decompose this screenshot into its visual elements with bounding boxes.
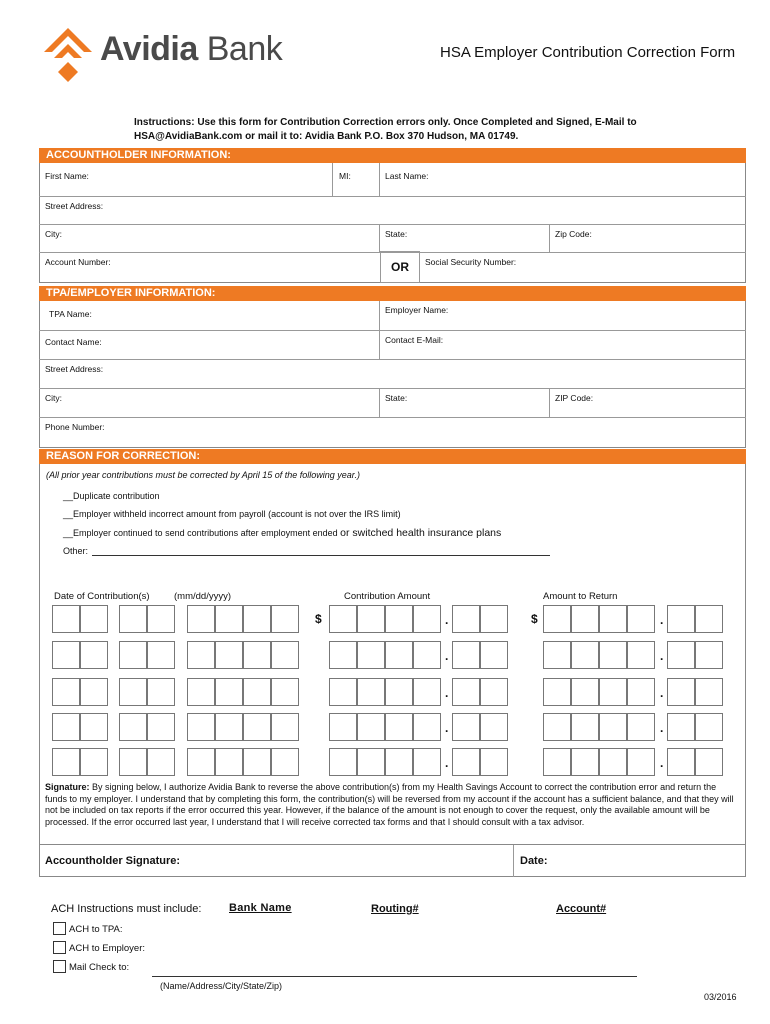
contribution-amount-digit-box[interactable] <box>385 678 413 706</box>
return-decimal-point: . <box>660 613 664 627</box>
tpa-zip-code-field[interactable]: ZIP Code: <box>555 393 594 403</box>
amount-to-return-header: Amount to Return <box>543 591 618 602</box>
contribution-amount-digit-box[interactable] <box>413 641 441 669</box>
tpa-name-field[interactable]: TPA Name: <box>49 309 92 319</box>
avidia-logo-icon <box>40 26 96 82</box>
brand-bold: Avidia <box>100 30 198 68</box>
contribution-decimal-point: . <box>445 721 449 735</box>
accountholder-signature-field[interactable]: Accountholder Signature: <box>45 855 181 867</box>
date-digit-box[interactable] <box>187 641 215 669</box>
return-amount-digit-box[interactable] <box>667 748 695 776</box>
contribution-amount-digit-box[interactable] <box>357 748 385 776</box>
date-digit-box[interactable] <box>243 748 271 776</box>
date-digit-box[interactable] <box>119 641 147 669</box>
contribution-amount-digit-box[interactable] <box>357 605 385 633</box>
date-digit-box[interactable] <box>271 748 299 776</box>
first-name-field[interactable]: First Name: <box>45 171 89 181</box>
date-digit-box[interactable] <box>52 605 80 633</box>
contribution-dollar-sign: $ <box>315 612 322 626</box>
mail-check-address-line[interactable] <box>152 976 637 977</box>
contribution-amount-digit-box[interactable] <box>385 748 413 776</box>
date-digit-box[interactable] <box>271 713 299 741</box>
return-dollar-sign: $ <box>531 612 538 626</box>
return-amount-digit-box[interactable] <box>599 748 627 776</box>
date-digit-box[interactable] <box>271 641 299 669</box>
tpa-city-field[interactable]: City: <box>45 393 62 403</box>
date-digit-box[interactable] <box>119 748 147 776</box>
contribution-amount-digit-box[interactable] <box>385 605 413 633</box>
account-number-field[interactable]: Account Number: <box>45 257 111 267</box>
return-decimal-point: . <box>660 721 664 735</box>
contribution-amount-header: Contribution Amount <box>344 591 431 602</box>
date-digit-box[interactable] <box>187 678 215 706</box>
signature-row <box>39 844 746 877</box>
form-title: HSA Employer Contribution Correction Form <box>440 44 736 61</box>
date-digit-box[interactable] <box>52 748 80 776</box>
contribution-amount-digit-box[interactable] <box>329 713 357 741</box>
date-digit-box[interactable] <box>147 641 175 669</box>
instructions <box>134 116 654 144</box>
form-version: 03/2016 <box>704 992 737 1002</box>
return-amount-digit-box[interactable] <box>571 748 599 776</box>
reason-option-3b: or switched health insurance plans <box>340 527 502 539</box>
return-amount-digit-box[interactable] <box>571 713 599 741</box>
date-digit-box[interactable] <box>80 605 108 633</box>
contribution-amount-digit-box[interactable] <box>413 678 441 706</box>
tpa-heading: TPA/EMPLOYER INFORMATION: <box>39 286 746 301</box>
mail-check-checkbox[interactable] <box>53 960 66 973</box>
contribution-decimal-point: . <box>445 756 449 770</box>
return-amount-digit-box[interactable] <box>599 605 627 633</box>
return-amount-digit-box[interactable] <box>599 641 627 669</box>
contribution-amount-digit-box[interactable] <box>357 713 385 741</box>
date-digit-box[interactable] <box>52 713 80 741</box>
return-amount-digit-box[interactable] <box>571 605 599 633</box>
return-amount-digit-box[interactable] <box>627 678 655 706</box>
date-digit-box[interactable] <box>119 678 147 706</box>
date-digit-box[interactable] <box>271 678 299 706</box>
contribution-amount-digit-box[interactable] <box>452 678 480 706</box>
reason-other-label: Other: <box>63 546 89 556</box>
contribution-amount-digit-box[interactable] <box>413 748 441 776</box>
return-amount-digit-box[interactable] <box>667 605 695 633</box>
date-digit-box[interactable] <box>80 713 108 741</box>
return-amount-digit-box[interactable] <box>695 641 723 669</box>
return-amount-digit-box[interactable] <box>695 678 723 706</box>
date-digit-box[interactable] <box>187 748 215 776</box>
tpa-street-address-field[interactable]: Street Address: <box>45 364 104 374</box>
return-amount-digit-box[interactable] <box>543 713 571 741</box>
contribution-amount-digit-box[interactable] <box>480 641 508 669</box>
contribution-amount-digit-box[interactable] <box>357 641 385 669</box>
date-digit-box[interactable] <box>147 748 175 776</box>
tpa-state-field[interactable]: State: <box>385 393 408 403</box>
date-digit-box[interactable] <box>147 678 175 706</box>
reason-option-3a: __Employer continued to send contributions after employment ended <box>63 528 341 538</box>
contribution-amount-digit-box[interactable] <box>329 641 357 669</box>
date-digit-box[interactable] <box>187 605 215 633</box>
return-amount-digit-box[interactable] <box>543 605 571 633</box>
phone-number-field[interactable]: Phone Number: <box>45 422 105 432</box>
signature-statement <box>45 782 735 828</box>
signature-body: By signing below, I authorize Avidia Bank to reverse the above contribution(s) from my Health Savings Account to correct the contribution error and return the funds to my employer. I understand that by completing this form, the contribution(s) will be reversed from my account if the account has a sufficient balance, and that they will not be included on tax reports if the error occurred this year. However, if the balance of the amount is not enough to cover the request, only the available amount will be processed. If the error occurred last year, I understand that I will receive corrected tax forms and that I should consult with a tax advisor. <box>45 782 734 827</box>
return-amount-digit-box[interactable] <box>543 641 571 669</box>
address-caption: (Name/Address/City/State/Zip) <box>160 981 283 991</box>
contribution-decimal-point: . <box>445 649 449 663</box>
employer-name-field[interactable]: Employer Name: <box>385 305 449 315</box>
contribution-amount-digit-box[interactable] <box>480 678 508 706</box>
accountholder-street-row <box>39 197 746 225</box>
signature-date-field[interactable]: Date: <box>520 855 548 867</box>
date-digit-box[interactable] <box>215 641 243 669</box>
contribution-amount-digit-box[interactable] <box>329 678 357 706</box>
state-field[interactable]: State: <box>385 229 408 239</box>
contribution-decimal-point: . <box>445 613 449 627</box>
contribution-amount-digit-box[interactable] <box>452 605 480 633</box>
tpa-city-row <box>39 389 746 418</box>
ach-bank-name: Bank Name <box>229 902 292 914</box>
contribution-amount-digit-box[interactable] <box>385 641 413 669</box>
contribution-decimal-point: . <box>445 686 449 700</box>
ach-to-tpa-checkbox[interactable] <box>53 922 66 935</box>
contact-email-field[interactable]: Contact E-Mail: <box>385 335 444 345</box>
or-separator: OR <box>380 251 420 283</box>
accountholder-city-row <box>39 225 746 253</box>
return-amount-digit-box[interactable] <box>667 713 695 741</box>
contribution-amount-digit-box[interactable] <box>480 605 508 633</box>
date-digit-box[interactable] <box>243 605 271 633</box>
instructions-line-1: Instructions: Use this form for Contribution Correction errors only. Once Completed and Signed, E-Mail to <box>134 117 637 128</box>
date-digit-box[interactable] <box>215 678 243 706</box>
accountholder-heading: ACCOUNTHOLDER INFORMATION: <box>39 148 746 163</box>
return-amount-digit-box[interactable] <box>695 605 723 633</box>
contribution-amount-digit-box[interactable] <box>452 748 480 776</box>
date-digit-box[interactable] <box>80 641 108 669</box>
date-digit-box[interactable] <box>215 605 243 633</box>
tpa-phone-row <box>39 418 746 448</box>
contribution-amount-digit-box[interactable] <box>480 713 508 741</box>
date-digit-box[interactable] <box>119 605 147 633</box>
mi-field[interactable]: MI: <box>339 171 351 181</box>
contribution-amount-digit-box[interactable] <box>452 641 480 669</box>
street-address-field[interactable]: Street Address: <box>45 201 104 211</box>
city-field[interactable]: City: <box>45 229 62 239</box>
reason-other-line[interactable] <box>92 555 550 556</box>
return-amount-digit-box[interactable] <box>571 678 599 706</box>
return-amount-digit-box[interactable] <box>599 713 627 741</box>
reason-heading: REASON FOR CORRECTION: <box>39 449 746 464</box>
contribution-amount-digit-box[interactable] <box>480 748 508 776</box>
return-amount-digit-box[interactable] <box>695 713 723 741</box>
contribution-amount-digit-box[interactable] <box>413 605 441 633</box>
reason-note: (All prior year contributions must be corrected by April 15 of the following year.) <box>46 470 360 480</box>
date-digit-box[interactable] <box>80 678 108 706</box>
return-amount-digit-box[interactable] <box>599 678 627 706</box>
date-digit-box[interactable] <box>243 641 271 669</box>
return-amount-digit-box[interactable] <box>667 641 695 669</box>
contribution-amount-digit-box[interactable] <box>385 713 413 741</box>
contact-name-field[interactable]: Contact Name: <box>45 337 102 347</box>
ach-to-employer-checkbox[interactable] <box>53 941 66 954</box>
return-amount-digit-box[interactable] <box>627 605 655 633</box>
reason-option-employment-ended[interactable] <box>63 527 501 539</box>
date-digit-box[interactable] <box>243 678 271 706</box>
date-digit-box[interactable] <box>215 713 243 741</box>
return-decimal-point: . <box>660 686 664 700</box>
return-amount-digit-box[interactable] <box>571 641 599 669</box>
contribution-amount-digit-box[interactable] <box>329 748 357 776</box>
contribution-amount-digit-box[interactable] <box>357 678 385 706</box>
date-digit-box[interactable] <box>271 605 299 633</box>
contribution-amount-digit-box[interactable] <box>413 713 441 741</box>
return-decimal-point: . <box>660 756 664 770</box>
reason-option-incorrect-amount[interactable]: __Employer withheld incorrect amount from payroll (account is not over the IRS limit) <box>63 509 401 519</box>
tpa-contact-row <box>39 331 746 360</box>
last-name-field[interactable]: Last Name: <box>385 171 429 181</box>
date-digit-box[interactable] <box>147 713 175 741</box>
zip-code-field[interactable]: Zip Code: <box>555 229 592 239</box>
brand-name <box>100 30 282 69</box>
date-digit-box[interactable] <box>243 713 271 741</box>
contribution-amount-digit-box[interactable] <box>452 713 480 741</box>
date-format-header: (mm/dd/yyyy) <box>174 591 231 602</box>
mail-check-label: Mail Check to: <box>69 962 130 973</box>
date-digit-box[interactable] <box>80 748 108 776</box>
reason-option-duplicate[interactable]: __Duplicate contribution <box>63 491 160 501</box>
return-decimal-point: . <box>660 649 664 663</box>
date-digit-box[interactable] <box>52 678 80 706</box>
ach-intro: ACH Instructions must include: <box>51 903 202 915</box>
date-digit-box[interactable] <box>215 748 243 776</box>
contribution-amount-digit-box[interactable] <box>329 605 357 633</box>
return-amount-digit-box[interactable] <box>695 748 723 776</box>
tpa-name-row <box>39 301 746 331</box>
return-amount-digit-box[interactable] <box>627 713 655 741</box>
ach-to-employer-label: ACH to Employer: <box>69 943 146 954</box>
ach-routing: Routing# <box>371 903 419 915</box>
brand-light: Bank <box>197 30 283 68</box>
date-digit-box[interactable] <box>119 713 147 741</box>
return-amount-digit-box[interactable] <box>627 748 655 776</box>
instructions-line-2: HSA@AvidiaBank.com or mail it to: Avidia Bank P.O. Box 370 Hudson, MA 01749. <box>134 131 519 142</box>
return-amount-digit-box[interactable] <box>627 641 655 669</box>
date-of-contribution-header: Date of Contribution(s) <box>54 591 150 602</box>
tpa-street-row <box>39 360 746 389</box>
accountholder-name-row <box>39 163 746 197</box>
ach-account: Account# <box>556 903 607 915</box>
date-digit-box[interactable] <box>52 641 80 669</box>
ach-to-tpa-label: ACH to TPA: <box>69 924 123 935</box>
return-amount-digit-box[interactable] <box>543 748 571 776</box>
signature-bold-label: Signature: <box>45 782 90 792</box>
ssn-field[interactable]: Social Security Number: <box>425 257 517 267</box>
date-digit-box[interactable] <box>187 713 215 741</box>
return-amount-digit-box[interactable] <box>543 678 571 706</box>
return-amount-digit-box[interactable] <box>667 678 695 706</box>
date-digit-box[interactable] <box>147 605 175 633</box>
